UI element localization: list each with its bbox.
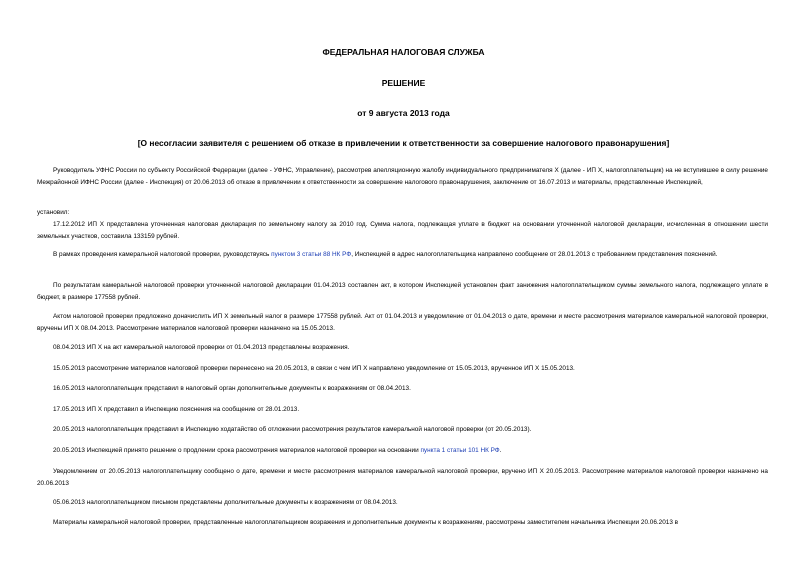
paragraph-intro [37, 165, 768, 189]
document-date: от 9 августа 2013 года [357, 108, 450, 118]
paragraph-text-end: . [499, 447, 502, 454]
paragraph-text: Руководитель УФНС России по субъекту Российской Федерации (далее - УФНС, Управление), рассмотрев апелляционную жалобу индивидуального предпринимателя Х (далее - ИП Х, налогоплательщик) на не вступившее в силу решение Межрайонной ИФНС России (далее - Инспекция) от 20.06.2013 об отказе в привлечении к ответственности за совершение налогового правонарушения, заключение от 16.07.2013 и материалы, представленные Инспекцией, [37, 167, 768, 186]
paragraph-objections [37, 342, 768, 354]
paragraph-established [37, 207, 768, 243]
paragraph-text: 15.05.2013 рассмотрение материалов налоговой проверки перенесено на 20.05.2013, в связи с чем ИП Х направлено уведомление от 15.05.2013, врученное ИП Х 15.05.2013. [53, 365, 575, 372]
paragraph-text: Материалы камеральной налоговой проверки, представленные налогоплательщиком возражения и дополнительные документы к возражениям, рассмотрены заместителем начальника Инспекции 20.06.2013 в [53, 519, 679, 526]
paragraph-text: По результатам камеральной налоговой проверки уточненной налоговой декларации 01.04.2013 составлен акт, в котором Инспекцией установлен факт занижения налогоплательщиком суммы земельного налога, подлежащего уплате в бюджет, в размере 177558 рублей. [37, 282, 768, 301]
paragraph-text-start: В рамках проведения камеральной налоговой проверки, руководствуясь [53, 251, 272, 258]
paragraph-letter [37, 497, 768, 509]
agency-heading: ФЕДЕРАЛЬНАЯ НАЛОГОВАЯ СЛУЖБА [322, 47, 485, 57]
paragraph-text: 17.12.2012 ИП Х представлена уточненная налоговая декларация по земельному налогу за 2010 год. Сумма налога, подлежащая уплате в бюджет на основании уточненной налоговой декларации, исчисленная в отношении шести земельных участков, составила 133159 рублей. [37, 221, 768, 240]
paragraph-text-start: 20.05.2013 Инспекцией принято решение о продлении срока рассмотрения материалов налоговой проверки на основании [53, 447, 421, 454]
paragraph-text: 17.05.2013 ИП Х представил в Инспекцию пояснения на сообщение от 28.01.2013. [53, 406, 300, 413]
paragraph-text: 05.06.2013 налогоплательщиком письмом представлены дополнительные документы к возражениям от 08.04.2013. [53, 499, 398, 506]
document-type-heading: РЕШЕНИЕ [381, 78, 426, 88]
paragraph-text: 16.05.2013 налогоплательщик представил в налоговый орган дополнительные документы к возражениям от 08.04.2013. [53, 385, 411, 392]
paragraph-postponed [37, 363, 768, 375]
paragraph-audit-act [37, 311, 768, 335]
established-label: установил: [37, 209, 70, 216]
paragraph-text-end: , Инспекцией в адрес налогоплательщика направлено сообщение от 28.01.2013 с требованием представления пояснений. [351, 251, 718, 258]
paragraph-audit-results [37, 280, 768, 304]
paragraph-additional-docs [37, 383, 768, 395]
law-link-article-101[interactable]: пункта 1 статьи 101 НК РФ [420, 447, 500, 454]
paragraph-review [37, 517, 768, 529]
law-link-article-88[interactable]: пунктом 3 статьи 88 НК РФ [271, 251, 352, 258]
paragraph-desk-audit [37, 249, 768, 261]
paragraph-extension [37, 445, 768, 457]
paragraph-text: 20.05.2013 налогоплательщик представил в Инспекцию ходатайство об отложении рассмотрения результатов камеральной налоговой проверки (от 20.05.2013). [53, 426, 532, 433]
paragraph-notification [37, 466, 768, 490]
document-subject: [О несогласии заявителя с решением об отказе в привлечении к ответственности за совершение налогового правонарушения] [137, 138, 670, 148]
paragraph-text: Уведомлением от 20.05.2013 налогоплательщику сообщено о дате, времени и месте рассмотрения материалов камеральной налоговой проверки, вручено ИП Х 20.05.2013. Рассмотрение материалов налоговой проверки назначено на 20.06.2013 [37, 468, 768, 487]
paragraph-text: Актом налоговой проверки предложено доначислить ИП Х земельный налог в размере 177558 рублей. Акт от 01.04.2013 и уведомление от 01.04.2013 о дате, времени и месте рассмотрения материалов камеральной налоговой проверки, вручены ИП Х 08.04.2013. Рассмотрение материалов налоговой проверки назначено на 15.05.2013. [37, 313, 768, 332]
paragraph-text: 08.04.2013 ИП Х на акт камеральной налоговой проверки от 01.04.2013 представлены возражения. [53, 344, 350, 351]
paragraph-petition [37, 424, 768, 436]
paragraph-explanations [37, 404, 768, 416]
